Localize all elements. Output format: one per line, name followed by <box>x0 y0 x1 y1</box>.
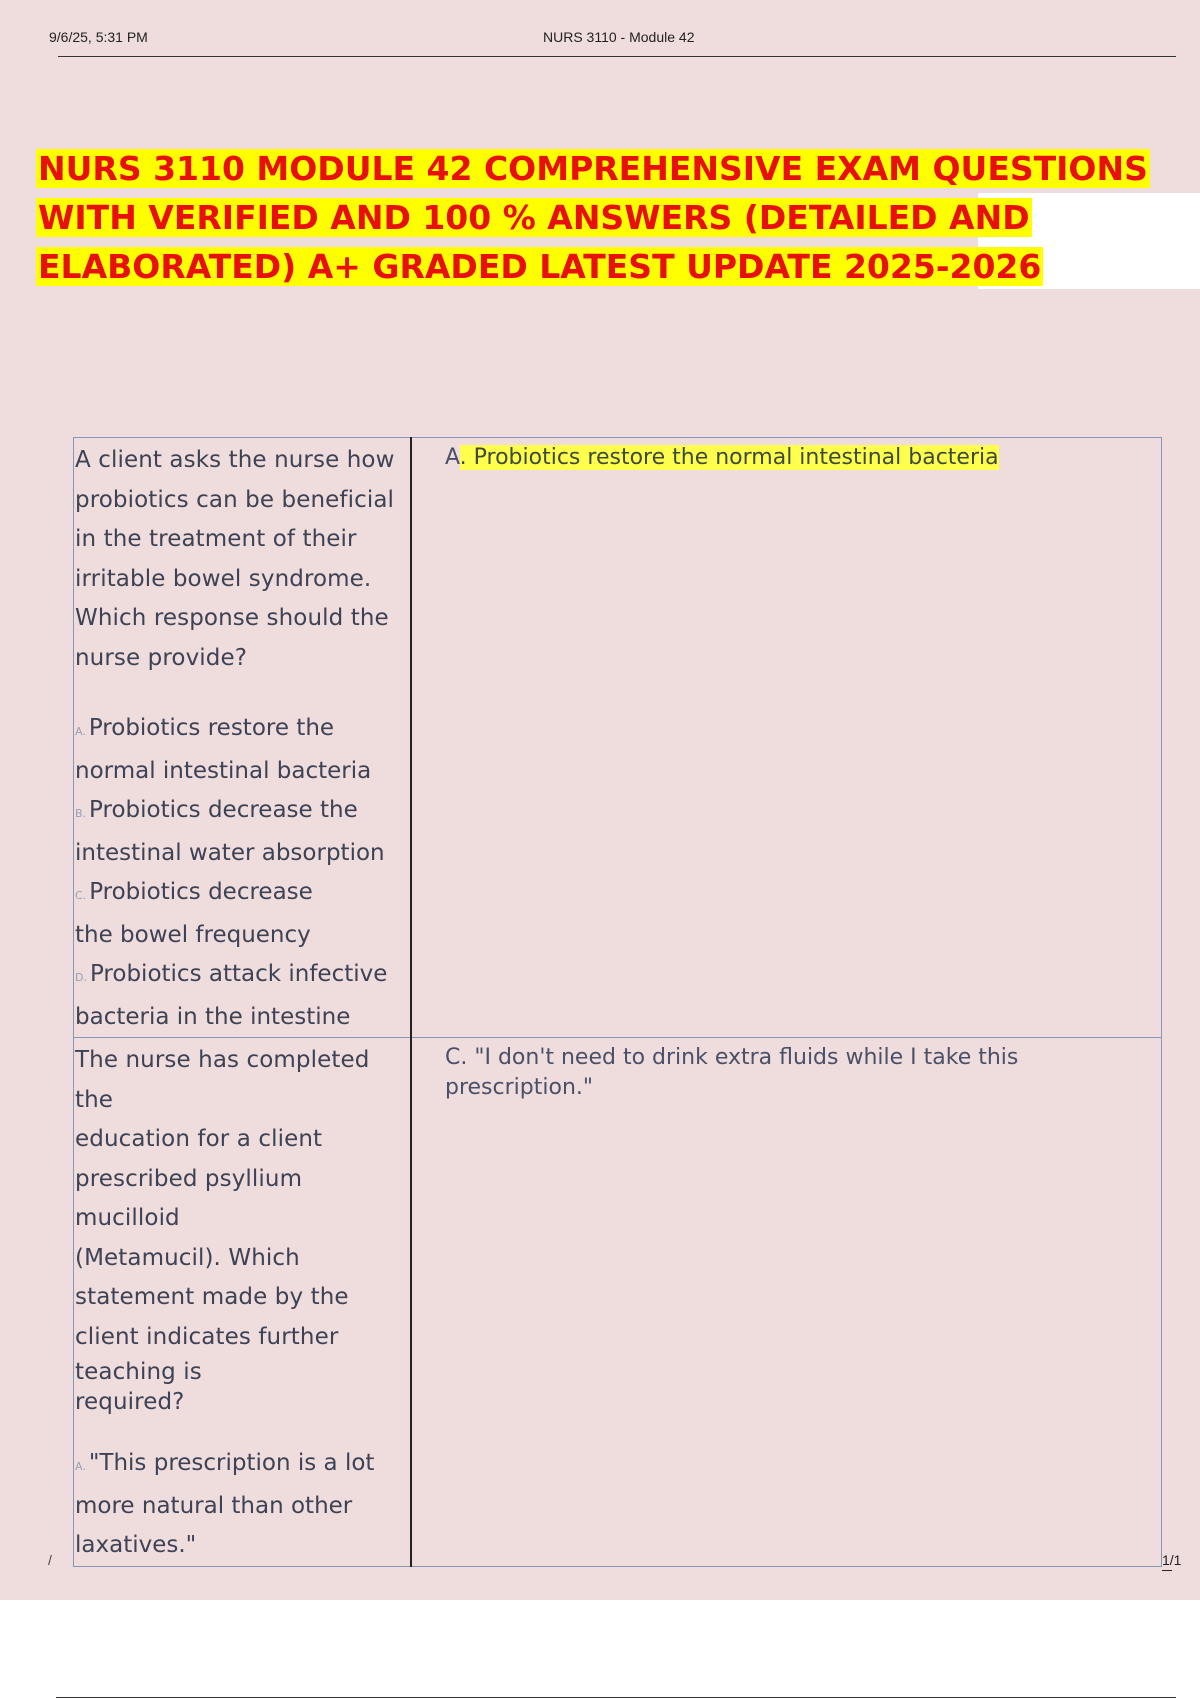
footer-page-number: 1/1 <box>1162 1552 1182 1568</box>
option-a: A. "This prescription is a lot more natural than other laxatives." <box>75 1450 375 1558</box>
question-text: A client asks the nurse how probiotics can be beneficial in the treatment of their irritable bowel syndrome. Which response should the nurse provide? <box>75 447 395 671</box>
page-number-underline <box>1162 1570 1172 1571</box>
answer-text: A. Probiotics restore the normal intestinal bacteria <box>445 445 999 470</box>
question-answer-table <box>73 437 1162 1567</box>
question-cell <box>74 1038 412 1567</box>
answer-cell <box>411 1038 1162 1567</box>
header-title: NURS 3110 - Module 42 <box>543 29 695 45</box>
answer-text: C. "I don't need to drink extra fluids while I take this prescription." <box>445 1045 1019 1100</box>
title-line-1: NURS 3110 MODULE 42 COMPREHENSIVE EXAM QUESTIONS <box>38 149 1148 188</box>
footer-url: / <box>48 1552 52 1568</box>
bottom-divider <box>56 1697 1176 1698</box>
question-cell <box>74 438 412 1038</box>
option-b: B. Probiotics decrease the intestinal water absorption <box>75 797 385 866</box>
header-date: 9/6/25, 5:31 PM <box>49 29 148 45</box>
table-row <box>74 1038 1162 1567</box>
header-divider <box>58 56 1176 57</box>
table-row <box>74 438 1162 1038</box>
title-line-2: WITH VERIFIED AND 100 % ANSWERS (DETAILED AND <box>38 198 1030 237</box>
answer-cell <box>411 438 1162 1038</box>
question-text: The nurse has completed the education for a client prescribed psyllium mucilloid (Metamucil). Which statement made by the client indicates further teaching is required? <box>75 1047 370 1415</box>
title-line-3: ELABORATED) A+ GRADED LATEST UPDATE 2025-2026 <box>38 247 1042 286</box>
document-title <box>36 144 1186 291</box>
option-d: D. Probiotics attack infective bacteria in the intestine <box>75 961 388 1030</box>
option-c: C. Probiotics decrease the bowel frequency <box>75 879 313 948</box>
option-a: A. Probiotics restore the normal intestinal bacteria <box>75 715 372 784</box>
